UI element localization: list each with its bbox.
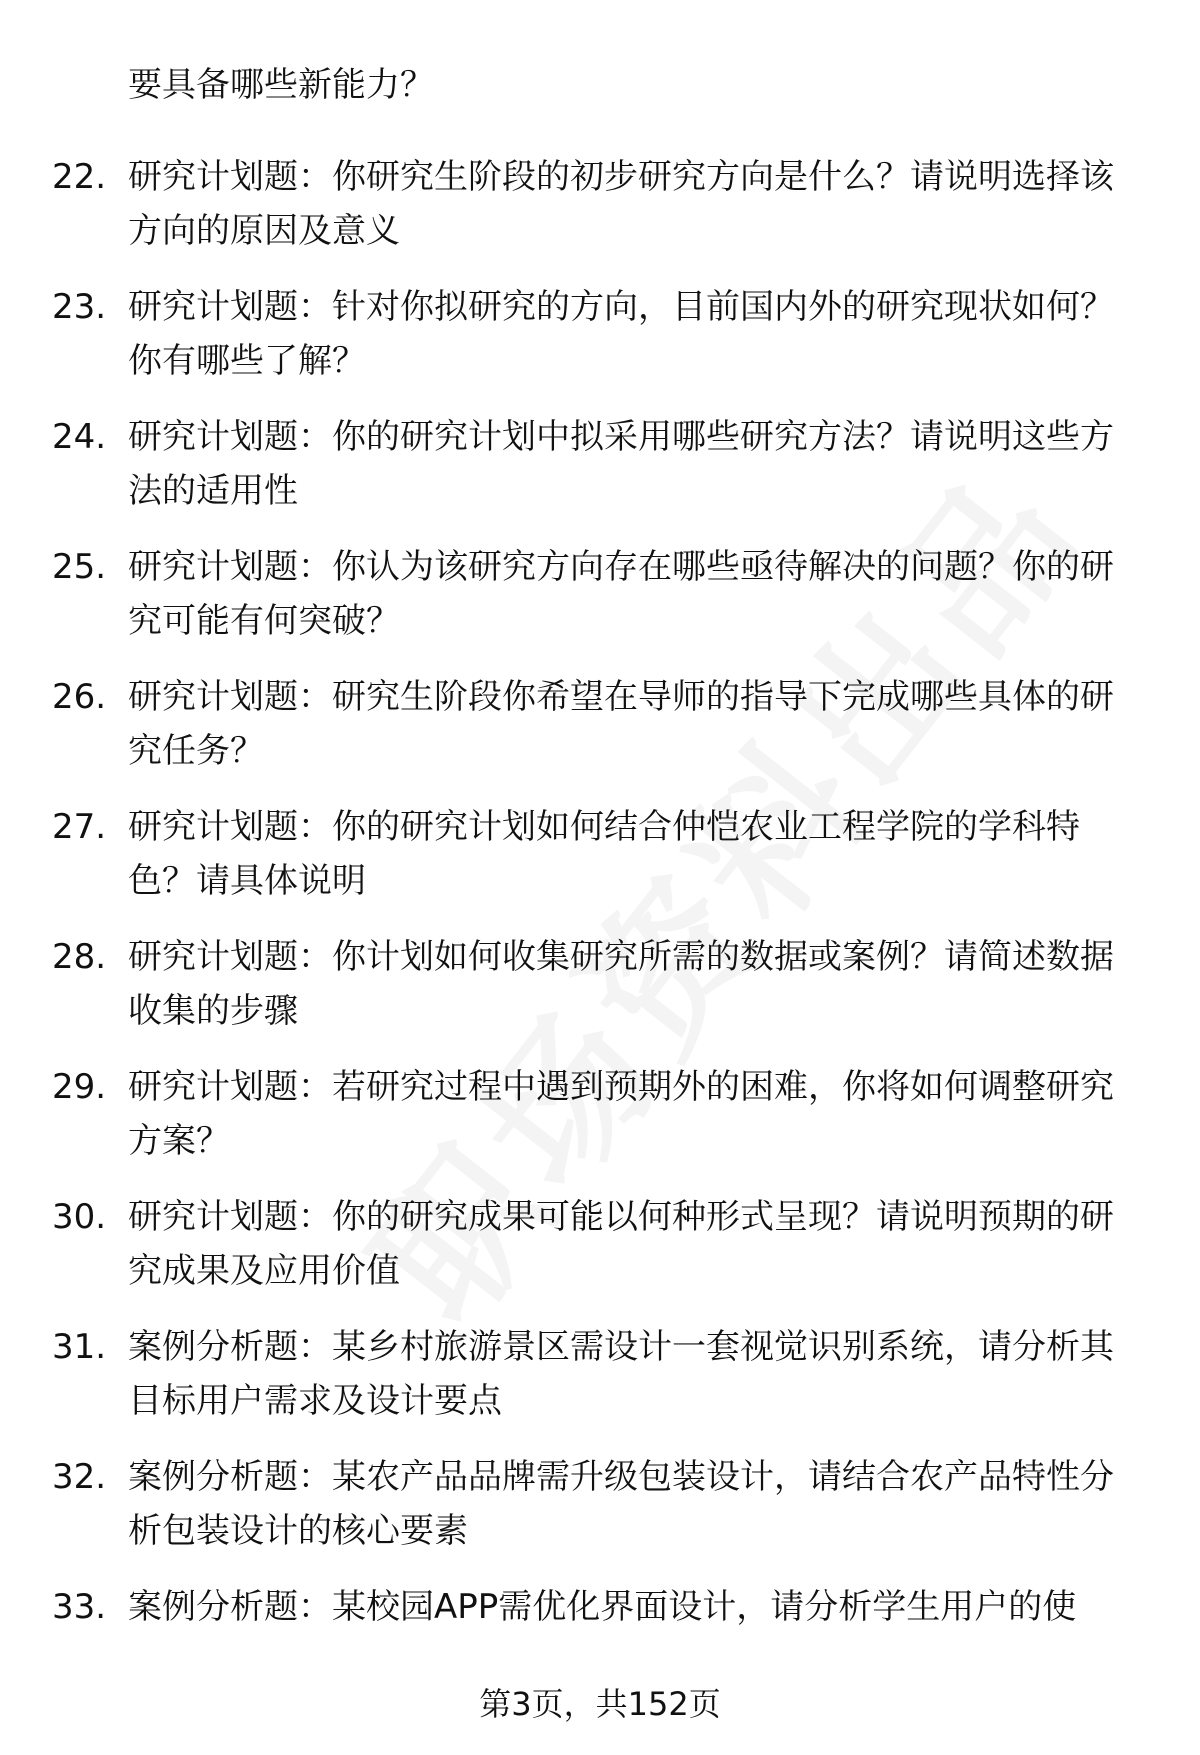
list-item: [0, 410, 1200, 540]
list-item: [0, 1320, 1200, 1450]
question-number: 26.: [52, 677, 107, 717]
question-number: 22.: [52, 157, 107, 197]
question-text: 研究计划题：你的研究成果可能以何种形式呈现？请说明预期的研究成果及应用价值: [128, 1197, 1114, 1291]
question-number: 27.: [52, 807, 107, 847]
question-number: 25.: [52, 547, 107, 587]
question-number: 29.: [52, 1067, 107, 1107]
question-number: 23.: [52, 287, 107, 327]
list-item: [0, 1060, 1200, 1190]
list-item: [0, 800, 1200, 930]
question-number: 33.: [52, 1587, 107, 1627]
list-item: [0, 280, 1200, 410]
question-number: 31.: [52, 1327, 107, 1367]
question-text: 研究计划题：你研究生阶段的初步研究方向是什么？请说明选择该方向的原因及意义: [128, 157, 1114, 251]
question-text: 案例分析题：某校园APP需优化界面设计，请分析学生用户的使: [128, 1587, 1077, 1627]
list-item: [0, 540, 1200, 670]
question-text: 研究计划题：你认为该研究方向存在哪些亟待解决的问题？你的研究可能有何突破？: [128, 547, 1114, 641]
question-list: [0, 150, 1200, 1640]
question-text: 案例分析题：某农产品品牌需升级包装设计，请结合农产品特性分析包装设计的核心要素: [128, 1457, 1114, 1551]
list-item: [0, 1450, 1200, 1580]
list-item: [0, 670, 1200, 800]
question-number: 32.: [52, 1457, 107, 1497]
list-item: [0, 1190, 1200, 1320]
question-text: 案例分析题：某乡村旅游景区需设计一套视觉识别系统，请分析其目标用户需求及设计要点: [128, 1327, 1114, 1421]
page-footer: 第3页，共152页: [479, 1685, 721, 1723]
list-item: [0, 150, 1200, 280]
list-item: [0, 930, 1200, 1060]
question-text: 研究计划题：你的研究计划如何结合仲恺农业工程学院的学科特色？请具体说明: [128, 807, 1080, 901]
question-text: 研究计划题：你计划如何收集研究所需的数据或案例？请简述数据收集的步骤: [128, 937, 1114, 1031]
continuation-text: 要具备哪些新能力？: [128, 65, 434, 105]
question-number: 28.: [52, 937, 107, 977]
question-number: 24.: [52, 417, 107, 457]
question-text: 研究计划题：研究生阶段你希望在导师的指导下完成哪些具体的研究任务？: [128, 677, 1114, 771]
question-text: 研究计划题：你的研究计划中拟采用哪些研究方法？请说明这些方法的适用性: [128, 417, 1114, 511]
list-item: [0, 1580, 1200, 1640]
question-number: 30.: [52, 1197, 107, 1237]
question-text: 研究计划题：若研究过程中遇到预期外的困难，你将如何调整研究方案？: [128, 1067, 1114, 1161]
question-text: 研究计划题：针对你拟研究的方向，目前国内外的研究现状如何？你有哪些了解？: [128, 287, 1114, 381]
